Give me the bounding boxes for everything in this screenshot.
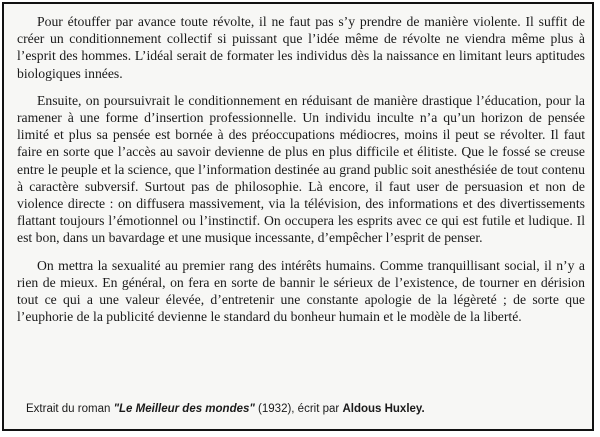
quote-frame bbox=[2, 2, 594, 431]
paragraph-2: Ensuite, on poursuivrait le conditionnement en réduisant de manière drastique l’éducation, pour la ramener à une forme d’insertion professionnelle. Un individu inculte n’a qu’un horizon de pensée limité et plus sa pensée est bornée à des préoccupations médiocres, moins il peut se révolter. Il faut faire en sorte que l’accès au savoir devienne de plus en plus difficile et élitiste. Que le fossé se creuse entre le peuple et la science, que l’information destinée au grand public soit anesthésiée de tout contenu à caractère subversif. Surtout pas de philosophie. Là encore, il faut user de persuasion et non de violence directe : on diffusera massivement, via la télévision, des informations et des divertissements flattant toujours l’émotionnel ou l’instinctif. On occupera les esprits avec ce qui est futile et ludique. Il est bon, dans un bavardage et une musique incessante, d’empêcher l’esprit de penser. bbox=[17, 92, 585, 246]
citation-middle: (1932), écrit par bbox=[254, 403, 343, 415]
paragraph-3: On mettra la sexualité au premier rang des intérêts humains. Comme tranquillisant social, il n’y a rien de mieux. En général, on fera en sorte de bannir le sérieux de l’existence, de tourner en dérision tout ce qui a une valeur élevée, d’entretenir une constante apologie de la légèreté ; de sorte que l’euphorie de la publicité devienne le standard du bonheur humain et le modèle de la liberté. bbox=[17, 257, 585, 325]
book-title: "Le Meilleur des mondes" bbox=[113, 403, 255, 415]
paragraph-1: Pour étouffer par avance toute révolte, il ne faut pas s’y prendre de manière violente. Il suffit de créer un conditionnement collectif si puissant que l’idée même de révolte ne viendra même plus à l’esprit des hommes. L’idéal serait de formater les individus dès la naissance en limitant leurs aptitudes biologiques innées. bbox=[17, 14, 585, 81]
citation-prefix: Extrait du roman bbox=[26, 403, 114, 415]
quote-text bbox=[17, 13, 585, 325]
author-name: Aldous Huxley. bbox=[342, 403, 425, 415]
source-citation bbox=[26, 402, 576, 416]
